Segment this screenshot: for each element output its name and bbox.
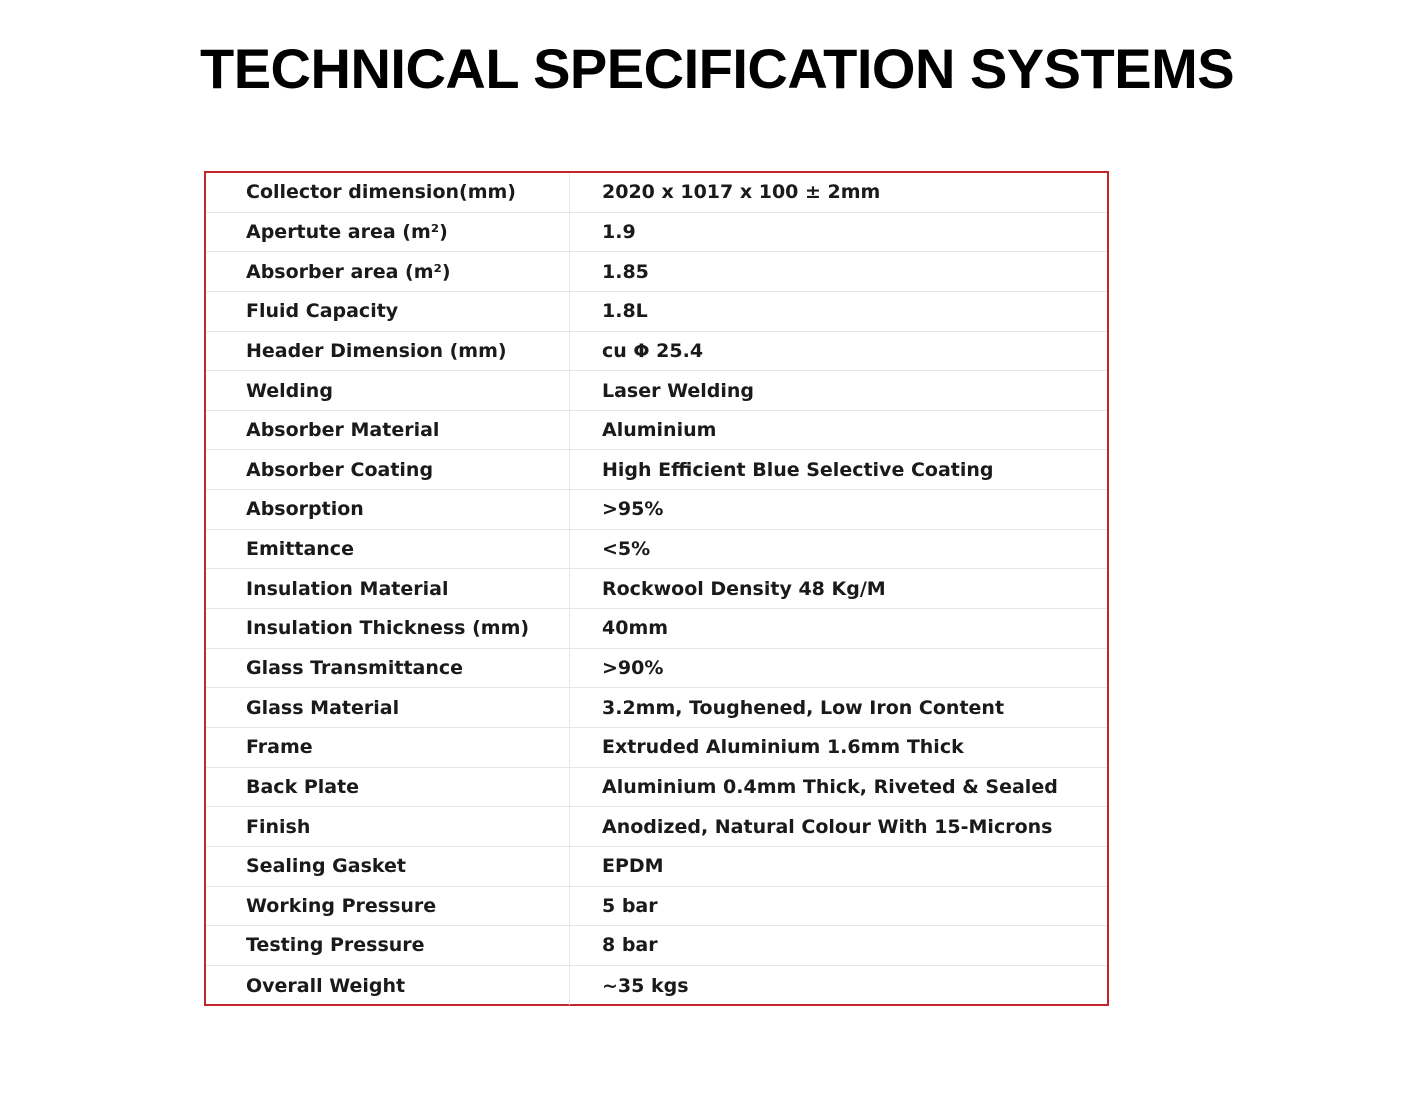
spec-label: Absorber Material: [206, 411, 570, 450]
spec-value: 1.8L: [602, 300, 648, 323]
table-row: [206, 213, 1107, 253]
spec-value: Extruded Aluminium 1.6mm Thick: [602, 736, 964, 759]
table-row: [206, 887, 1107, 927]
table-row: [206, 926, 1107, 966]
spec-value: 1.9: [602, 220, 636, 243]
table-row: [206, 649, 1107, 689]
spec-label: Sealing Gasket: [206, 847, 570, 886]
spec-value: Aluminium 0.4mm Thick, Riveted & Sealed: [602, 775, 1058, 798]
spec-value: Laser Welding: [602, 379, 755, 402]
spec-label: Apertute area (m²): [206, 213, 570, 252]
table-row: [206, 768, 1107, 808]
spec-label: Absorber Coating: [206, 450, 570, 489]
spec-value: EPDM: [602, 855, 664, 878]
spec-label: Finish: [206, 807, 570, 846]
spec-label: Insulation Material: [206, 569, 570, 608]
spec-label: Absorber area (m²): [206, 252, 570, 291]
table-row: [206, 728, 1107, 768]
table-row: [206, 490, 1107, 530]
spec-label: Fluid Capacity: [206, 292, 570, 331]
table-row: [206, 807, 1107, 847]
spec-value: cu Φ 25.4: [602, 339, 704, 362]
spec-value: High Efficient Blue Selective Coating: [602, 458, 994, 481]
spec-label: Absorption: [206, 490, 570, 529]
table-row: [206, 847, 1107, 887]
spec-value: <5%: [602, 538, 651, 561]
spec-label: Glass Transmittance: [206, 649, 570, 688]
spec-value: 3.2mm, Toughened, Low Iron Content: [602, 696, 1005, 719]
spec-label: Back Plate: [206, 768, 570, 807]
spec-value: 1.85: [602, 260, 649, 283]
table-row: [206, 252, 1107, 292]
page-title: TECHNICAL SPECIFICATION SYSTEMS: [200, 37, 1235, 100]
spec-value: >95%: [602, 498, 664, 521]
spec-value: Aluminium: [602, 419, 717, 442]
table-row: [206, 530, 1107, 570]
table-row: [206, 411, 1107, 451]
spec-label: Testing Pressure: [206, 926, 570, 965]
spec-label: Header Dimension (mm): [206, 332, 570, 371]
table-row: [206, 688, 1107, 728]
table-row: [206, 609, 1107, 649]
spec-label: Emittance: [206, 530, 570, 569]
table-row: [206, 450, 1107, 490]
spec-label: Insulation Thickness (mm): [206, 609, 570, 648]
table-row: [206, 966, 1107, 1006]
table-row: [206, 371, 1107, 411]
spec-value: 8 bar: [602, 934, 658, 957]
table-row: [206, 569, 1107, 609]
spec-value: ~35 kgs: [602, 974, 689, 997]
spec-value: 40mm: [602, 617, 669, 640]
spec-value: Rockwool Density 48 Kg/M: [602, 577, 886, 600]
spec-label: Overall Weight: [206, 966, 570, 1006]
spec-label: Frame: [206, 728, 570, 767]
spec-value: 5 bar: [602, 894, 658, 917]
spec-value: >90%: [602, 657, 664, 679]
spec-label: Glass Material: [206, 688, 570, 727]
table-row: [206, 292, 1107, 332]
spec-label: Working Pressure: [206, 887, 570, 926]
spec-table: [204, 171, 1109, 1006]
spec-label: Collector dimension(mm): [206, 173, 570, 212]
table-row: [206, 173, 1107, 213]
spec-label: Welding: [206, 371, 570, 410]
spec-value: 2020 x 1017 x 100 ± 2mm: [602, 181, 881, 204]
table-row: [206, 332, 1107, 372]
spec-value: Anodized, Natural Colour With 15-Microns: [602, 815, 1053, 838]
